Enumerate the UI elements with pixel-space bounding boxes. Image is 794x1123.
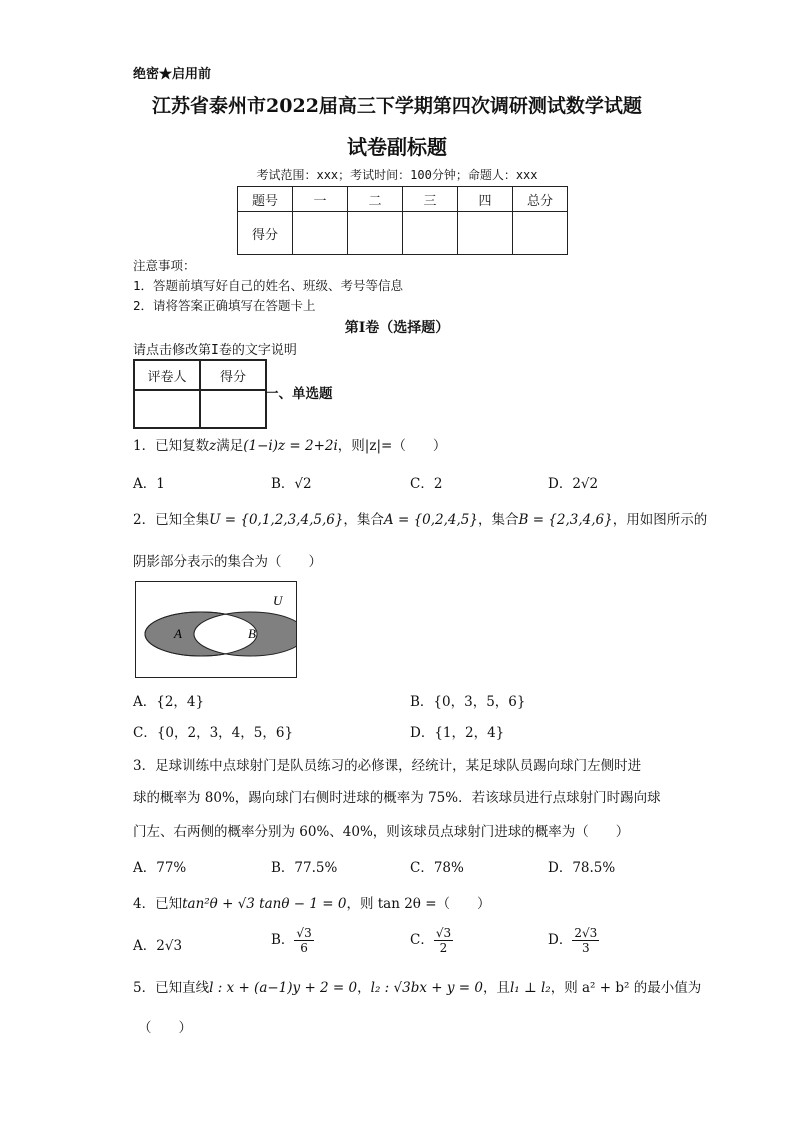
venn-label-b: B (248, 626, 256, 641)
q3-option-c: C．78% (410, 860, 464, 876)
question-3-line3: 门左、右两侧的概率分别为 60%、40%，则该球员点球射门进球的概率为（ ） (133, 824, 630, 840)
q1-option-d: D．2√2 (548, 476, 599, 492)
score-header-cell: 二 (348, 187, 403, 212)
q4-equation: tan²θ + √3 tanθ − 1 = 0 (182, 896, 347, 912)
part1-title: 第I卷（选择题） (344, 320, 450, 336)
confidential-mark: 绝密★启用前 (133, 67, 212, 82)
q2-option-b: B．{0，3，5，6} (410, 694, 526, 710)
score-header-cell: 题号 (238, 187, 293, 212)
q1-option-c: C．2 (410, 476, 443, 492)
q3-option-d: D．78.5% (548, 860, 616, 876)
q3-option-b: B．77.5% (271, 860, 338, 876)
score-table (237, 186, 568, 255)
score-table-header-row (238, 187, 568, 212)
notes-block (133, 256, 403, 316)
q1-option-b: B．√2 (271, 476, 312, 492)
q2-option-c: C．{0，2，3，4，5，6} (133, 725, 294, 741)
score-table-score-row (238, 212, 568, 255)
grader-table (133, 359, 267, 429)
exam-info: 考试范围：xxx；考试时间：100分钟；命题人：xxx (256, 168, 538, 182)
part1-note: 请点击修改第I卷的文字说明 (133, 343, 297, 358)
question-2-line2: 阴影部分表示的集合为（ ） (133, 554, 322, 570)
q4-option-d: D． $\frac{2√3}{3}$ (548, 926, 598, 955)
question-5: 5．已知直线l : x + (a−1)y + 2 = 0，l₂ : √3bx + y = 0，且l₁ ⊥ l₂，则 a² + b² 的最小值为 (133, 980, 702, 996)
q4-option-c: C． $\frac{√3}{2}$ (410, 926, 452, 955)
grader-label: 评卷人 (134, 360, 200, 390)
score-cell (403, 212, 458, 255)
notes-item: 2．请将答案正确填写在答题卡上 (133, 298, 316, 313)
question-4: 4．已知tan²θ + √3 tanθ − 1 = 0，则 tan 2θ =（ ） (133, 896, 491, 912)
q2-option-a: A．{2，4} (133, 694, 205, 710)
venn-label-a: A (174, 626, 182, 641)
q1-option-a: A．1 (133, 476, 165, 492)
question-1: 1．已知复数z满足(1−i)z = 2+2i，则|z|=（ ） (133, 438, 447, 454)
score-cell (458, 212, 513, 255)
question-3-line2: 球的概率为 80%，踢向球门右侧时进球的概率为 75%．若该球员进行点球射门时踢向球 (133, 790, 661, 806)
question-5-line2: （ ） (138, 1020, 192, 1036)
score-header-cell: 一 (293, 187, 348, 212)
score-cell (513, 212, 568, 255)
q3-option-a: A．77% (133, 860, 187, 876)
grader-score-cell (200, 390, 266, 428)
grader-cell (134, 390, 200, 428)
venn-diagram (135, 581, 297, 678)
q2-option-d: D．{1，2，4} (410, 725, 505, 741)
notes-item: 1．答题前填写好自己的姓名、班级、考号等信息 (133, 278, 404, 293)
q5-line-l2: l₂ : √3bx + y = 0 (370, 980, 483, 996)
grader-score-label: 得分 (200, 360, 266, 390)
section-heading: 一、单选题 (265, 386, 333, 402)
score-header-cell: 总分 (513, 187, 568, 212)
q4-option-b: B． $\frac{√3}{6}$ (271, 926, 312, 955)
venn-label-u: U (273, 593, 283, 608)
question-3-line1: 3．足球训练中点球射门是队员练习的必修课，经统计，某足球队员踢向球门左侧时进 (133, 758, 642, 774)
exam-title: 江苏省泰州市2022届高三下学期第四次调研测试数学试题 (152, 95, 642, 117)
q4-option-a: A．2√3 (133, 938, 183, 954)
q5-line-l1: l : x + (a−1)y + 2 = 0 (209, 980, 358, 996)
score-header-cell: 三 (403, 187, 458, 212)
score-row-label: 得分 (238, 212, 293, 255)
score-cell (293, 212, 348, 255)
score-header-cell: 四 (458, 187, 513, 212)
q1-equation: (1−i)z = 2+2i (243, 438, 338, 454)
score-cell (348, 212, 403, 255)
notes-title: 注意事项： (133, 258, 196, 273)
question-2: 2．已知全集U = {0,1,2,3,4,5,6}，集合A = {0,2,4,5}，集合B = {2,3,4,6}，用如图所示的 (133, 512, 708, 528)
exam-subtitle: 试卷副标题 (347, 135, 447, 159)
